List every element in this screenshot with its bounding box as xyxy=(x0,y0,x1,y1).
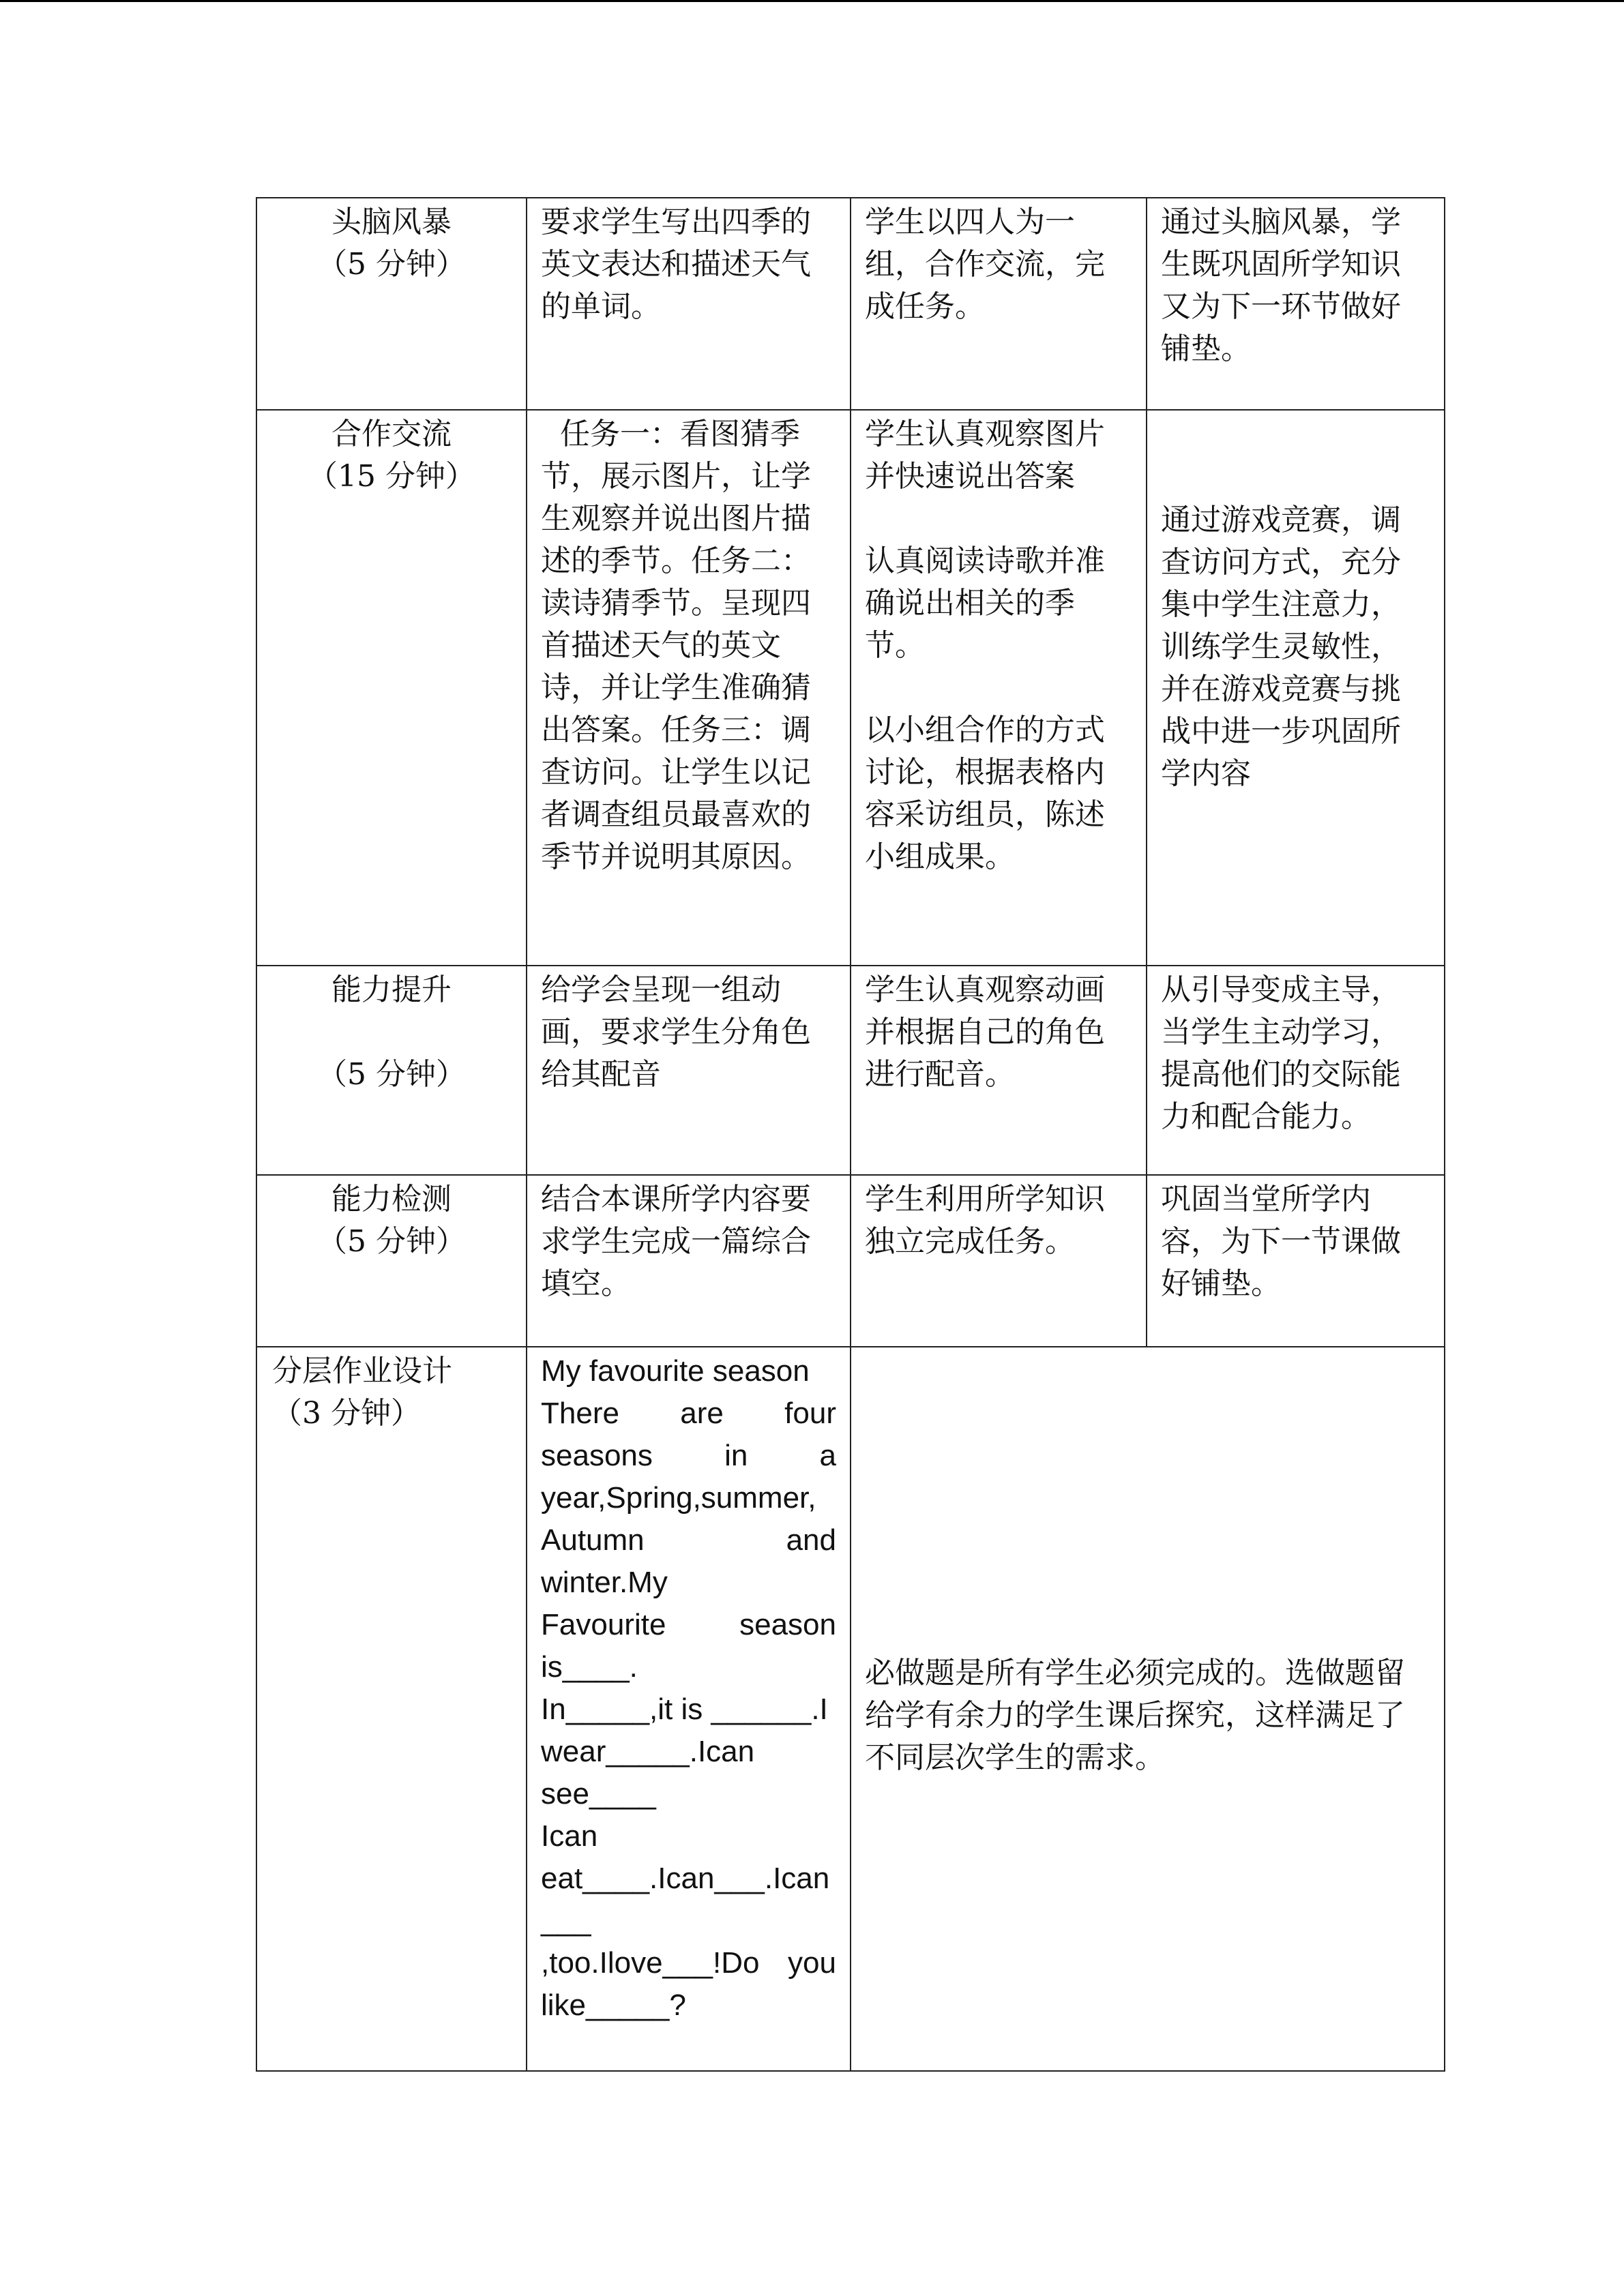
student-activity-part: 以小组合作的方式讨论，根据表格内容采访组员，陈述小组成果。 xyxy=(865,713,1105,874)
homework-word: see____ xyxy=(541,1777,656,1810)
homework-word: four xyxy=(784,1397,836,1430)
lesson-plan-table xyxy=(256,197,1445,2072)
stage-cell xyxy=(256,1347,527,2071)
stage-name: 合作交流 xyxy=(331,417,452,451)
homework-word: seasons xyxy=(541,1439,653,1472)
homework-word: in xyxy=(724,1439,748,1472)
stage-cell xyxy=(256,1175,527,1347)
stage-name: 能力检测 xyxy=(331,1182,452,1217)
homework-line xyxy=(541,1350,836,1392)
teacher-activity-cell: 结合本课所学内容要求学生完成一篇综合填空。 xyxy=(527,1175,851,1347)
homework-line xyxy=(541,1731,836,1773)
homework-word: you xyxy=(788,1946,836,1980)
design-purpose-cell: 巩固当堂所学内容，为下一节课做好铺垫。 xyxy=(1147,1175,1445,1347)
homework-word: and xyxy=(786,1523,836,1557)
stage-name: 能力提升 xyxy=(331,972,452,1007)
homework-line xyxy=(541,1604,836,1646)
homework-word: There xyxy=(541,1397,619,1430)
student-activity-part: 学生认真观察图片并快速说出答案 xyxy=(865,417,1105,494)
homework-word: wear_____.Ican xyxy=(541,1735,755,1768)
homework-word: My favourite season xyxy=(541,1354,810,1388)
homework-line xyxy=(541,1646,836,1688)
homework-word: winter.My xyxy=(541,1566,668,1599)
stage-cell xyxy=(256,966,527,1175)
homework-word: Favourite xyxy=(541,1608,666,1641)
homework-line xyxy=(541,1688,836,1731)
homework-line xyxy=(541,1519,836,1562)
design-purpose-cell: 通过游戏竞赛，调查访问方式，充分集中学生注意力，训练学生灵敏性，并在游戏竞赛与挑战中进一步巩固所学内容 xyxy=(1147,410,1445,966)
page-top-border xyxy=(0,0,1624,2)
homework-word: is____. xyxy=(541,1650,638,1684)
homework-word: are xyxy=(680,1397,724,1430)
homework-line xyxy=(541,1392,836,1435)
teacher-activity-cell: 任务一：看图猜季节，展示图片，让学生观察并说出图片描述的季节。任务二：读诗猜季节。呈现四首描述天气的英文诗，并让学生准确猜出答案。任务三：调查访问。让学生以记者调查组员最喜欢的季节并说明其原因。 xyxy=(527,410,851,966)
stage-cell xyxy=(256,198,527,410)
teacher-activity-cell: 给学会呈现一组动画，要求学生分角色给其配音 xyxy=(527,966,851,1175)
homework-line xyxy=(541,1435,836,1477)
homework-line xyxy=(541,1900,836,1942)
table-row xyxy=(256,1175,1445,1347)
homework-word: eat____.Ican___.Ican xyxy=(541,1862,830,1895)
homework-word: In_____,it is ______.I xyxy=(541,1693,828,1726)
homework-word: season xyxy=(739,1608,836,1641)
homework-word: like_____? xyxy=(541,1988,686,2022)
homework-text-cell xyxy=(527,1347,851,2071)
homework-line xyxy=(541,1942,836,1984)
stage-duration: （15 分钟） xyxy=(308,459,475,494)
homework-word: ,too.Ilove___!Do xyxy=(541,1946,760,1980)
homework-line xyxy=(541,1773,836,1815)
homework-line xyxy=(541,1984,836,2027)
homework-line xyxy=(541,1815,836,1858)
stage-duration: （5 分钟） xyxy=(317,1057,466,1092)
stage-cell xyxy=(256,410,527,966)
homework-word: Autumn xyxy=(541,1523,645,1557)
homework-word: Ican xyxy=(541,1819,598,1853)
student-activity-part: 认真阅读诗歌并准确说出相关的季节。 xyxy=(865,543,1105,663)
design-purpose-cell: 通过头脑风暴，学生既巩固所学知识又为下一环节做好铺垫。 xyxy=(1147,198,1445,410)
homework-line xyxy=(541,1562,836,1604)
stage-name: 分层作业设计 xyxy=(272,1354,452,1388)
teacher-activity-cell: 要求学生写出四季的英文表达和描述天气的单词。 xyxy=(527,198,851,410)
table-row xyxy=(256,1347,1445,2071)
homework-line xyxy=(541,1858,836,1900)
student-activity-cell xyxy=(851,410,1147,966)
table-row xyxy=(256,198,1445,410)
stage-duration: （5 分钟） xyxy=(317,1224,466,1259)
homework-word: ___ xyxy=(541,1904,591,1937)
design-purpose-cell: 必做题是所有学生必须完成的。选做题留给学有余力的学生课后探究，这样满足了不同层次学生的需求。 xyxy=(851,1347,1445,2071)
stage-duration: （5 分钟） xyxy=(317,247,466,282)
design-purpose-cell: 从引导变成主导，当学生主动学习，提高他们的交际能力和配合能力。 xyxy=(1147,966,1445,1175)
student-activity-cell: 学生利用所学知识独立完成任务。 xyxy=(851,1175,1147,1347)
table-row xyxy=(256,410,1445,966)
student-activity-cell: 学生认真观察动画并根据自己的角色进行配音。 xyxy=(851,966,1147,1175)
stage-duration: （3 分钟） xyxy=(272,1396,421,1431)
homework-line xyxy=(541,1477,836,1519)
homework-word: a xyxy=(819,1439,836,1472)
stage-name: 头脑风暴 xyxy=(331,205,452,239)
homework-word: year,Spring,summer, xyxy=(541,1481,816,1515)
table-row xyxy=(256,966,1445,1175)
student-activity-cell: 学生以四人为一组，合作交流，完成任务。 xyxy=(851,198,1147,410)
